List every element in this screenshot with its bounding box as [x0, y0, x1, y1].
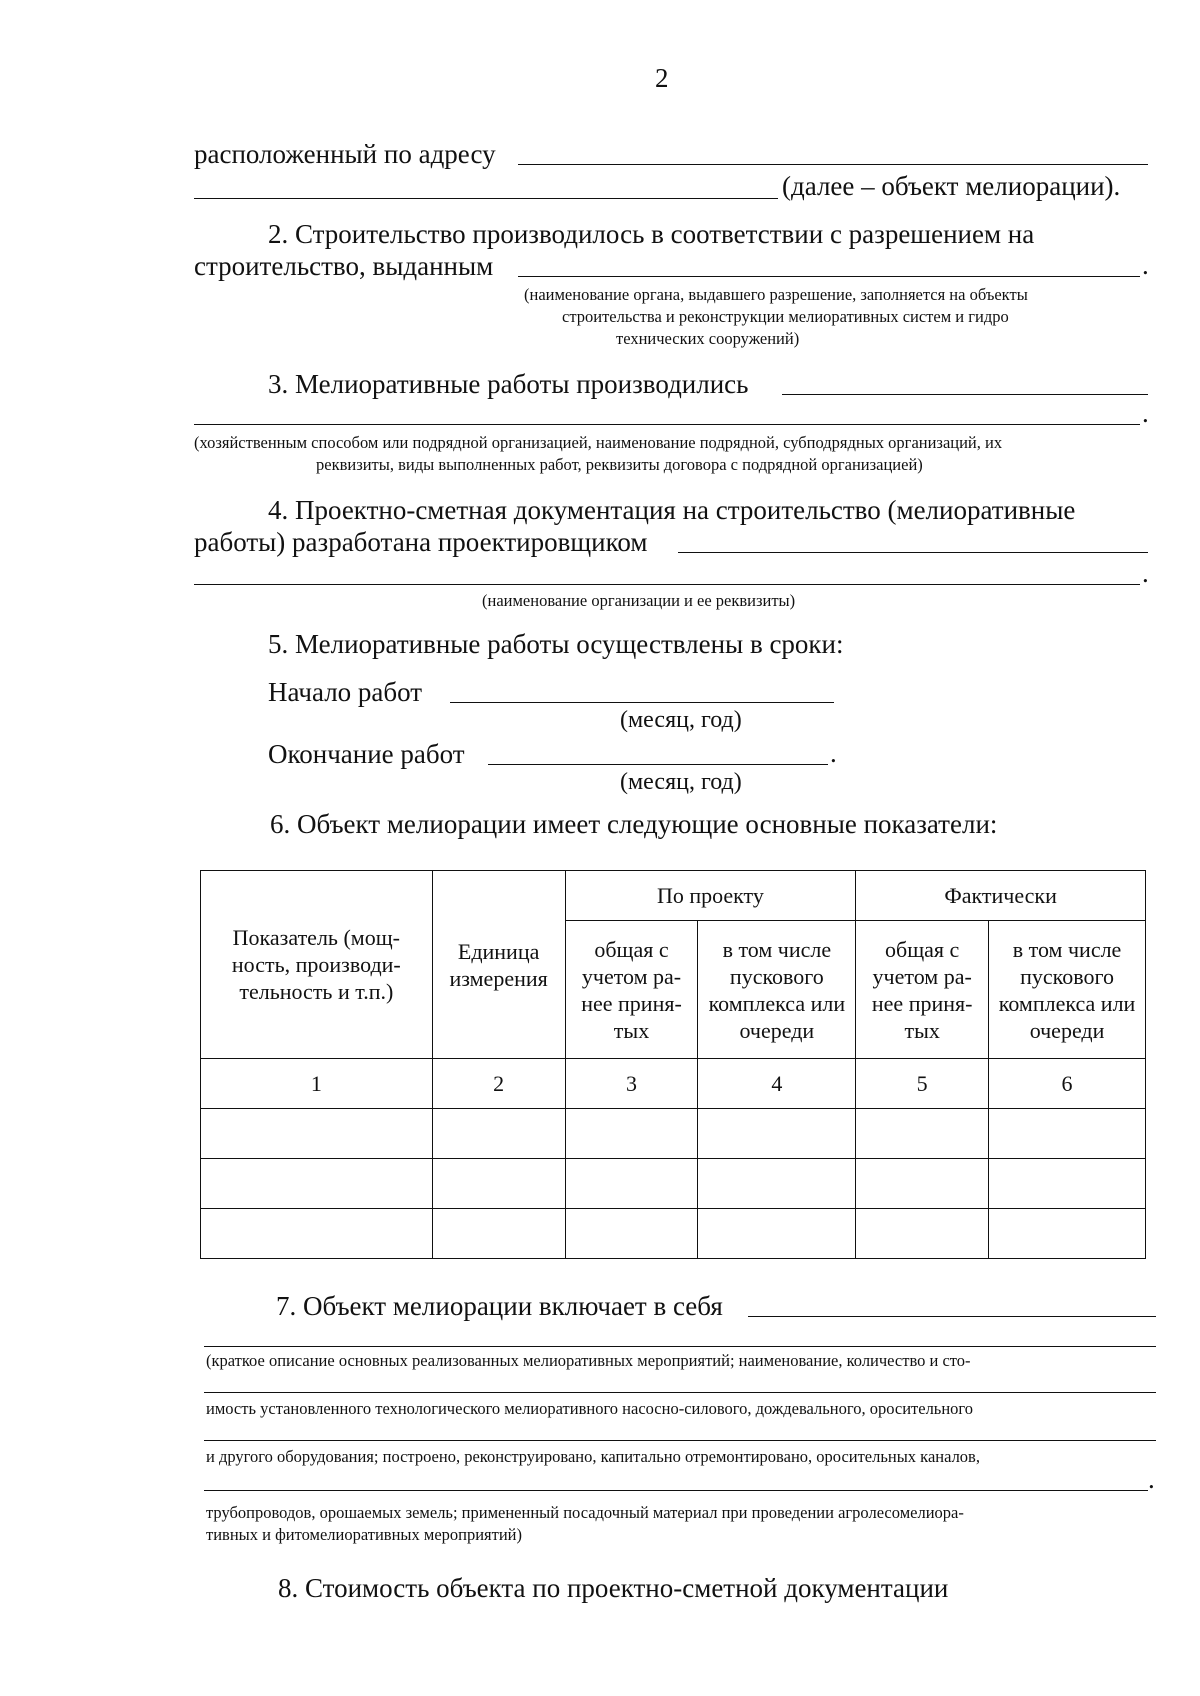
period: . — [1142, 558, 1149, 588]
permit-issuer-field[interactable] — [518, 276, 1140, 277]
period: . — [1142, 398, 1149, 428]
section-2-hint-1: (наименование органа, выдавшего разрешение, заполняется на объекты — [524, 285, 1028, 304]
column-number: 3 — [565, 1059, 698, 1109]
table-cell[interactable] — [698, 1109, 856, 1159]
section-3-label: 3. Мелиоративные работы производились — [268, 369, 749, 399]
table-cell[interactable] — [432, 1109, 565, 1159]
period: . — [1148, 1464, 1155, 1494]
section-8-label: 8. Стоимость объекта по проектно-сметной документации — [278, 1573, 949, 1603]
table-row — [201, 1109, 1146, 1159]
column-number: 1 — [201, 1059, 433, 1109]
address-label: расположенный по адресу — [194, 139, 496, 169]
table-cell[interactable] — [201, 1159, 433, 1209]
table-cell[interactable] — [856, 1159, 989, 1209]
designer-field-2[interactable] — [194, 584, 1140, 585]
object-includes-field-4[interactable] — [204, 1440, 1156, 1441]
object-includes-field-3[interactable] — [204, 1392, 1156, 1393]
column-number: 4 — [698, 1059, 856, 1109]
end-date-hint: (месяц, год) — [620, 769, 742, 795]
section-3-hint-1: (хозяйственным способом или подрядной организацией, наименование подрядной, субподрядных организаций, их — [194, 433, 1003, 452]
header-indicator: Показатель (мощ-ность, производи-тельность и т.п.) — [201, 871, 433, 1059]
section-7-hint-1: (краткое описание основных реализованных мелиоративных мероприятий; наименование, количество и сто- — [206, 1351, 971, 1370]
section-2-hint-3: технических сооружений) — [616, 329, 800, 348]
section-2-label: строительство, выданным — [194, 251, 494, 281]
column-number: 6 — [989, 1059, 1146, 1109]
table-cell[interactable] — [989, 1109, 1146, 1159]
header-actual: Фактически — [856, 871, 1146, 921]
designer-field[interactable] — [678, 552, 1148, 553]
section-4-hint: (наименование организации и ее реквизиты) — [482, 591, 796, 610]
table-row — [201, 1159, 1146, 1209]
section-3-hint-2: реквизиты, виды выполненных работ, реквизиты договора с подрядной организацией) — [316, 455, 923, 474]
section-7-hint-3: и другого оборудования; построено, реконструировано, капитально отремонтировано, оросительных каналов, — [206, 1447, 980, 1466]
table-cell[interactable] — [565, 1209, 698, 1259]
period: . — [1142, 250, 1149, 280]
column-number: 2 — [432, 1059, 565, 1109]
section-7-label: 7. Объект мелиорации включает в себя — [276, 1291, 723, 1321]
section-7-hint-5: тивных и фитомелиоративных мероприятий) — [206, 1525, 523, 1544]
section-5-title: 5. Мелиоративные работы осуществлены в сроки: — [268, 629, 844, 659]
object-includes-field-2[interactable] — [204, 1346, 1156, 1347]
header-project-stage: в том числе пускового комплекса или очереди — [698, 921, 856, 1059]
section-7-hint-2: имость установленного технологического мелиоративного насосно-силового, дождевального, оросительного — [206, 1399, 974, 1418]
start-label: Начало работ — [268, 677, 423, 707]
table-cell[interactable] — [201, 1209, 433, 1259]
table-cell[interactable] — [856, 1209, 989, 1259]
table-cell[interactable] — [201, 1109, 433, 1159]
table-cell[interactable] — [698, 1159, 856, 1209]
table-cell[interactable] — [989, 1159, 1146, 1209]
section-2-text: 2. Строительство производилось в соответствии с разрешением на — [268, 219, 1035, 249]
header-actual-stage: в том числе пускового комплекса или очереди — [989, 921, 1146, 1059]
address-field[interactable] — [518, 164, 1148, 165]
address-field-2[interactable] — [194, 198, 778, 199]
table-cell[interactable] — [989, 1209, 1146, 1259]
object-definition-text: (далее – объект мелиорации). — [782, 171, 1121, 201]
indicators-table — [200, 870, 1146, 1259]
table-cell[interactable] — [856, 1109, 989, 1159]
table-cell[interactable] — [432, 1209, 565, 1259]
start-date-field[interactable] — [450, 702, 834, 703]
section-4-label: работы) разработана проектировщиком — [194, 527, 648, 557]
works-method-field-2[interactable] — [194, 424, 1140, 425]
section-2-hint-2: строительства и реконструкции мелиоративных систем и гидро — [562, 307, 1009, 326]
object-includes-field[interactable] — [748, 1316, 1156, 1317]
start-date-hint: (месяц, год) — [620, 707, 742, 733]
works-method-field[interactable] — [782, 394, 1148, 395]
object-includes-field-5[interactable] — [204, 1490, 1148, 1491]
table-cell[interactable] — [432, 1159, 565, 1209]
table-cell[interactable] — [698, 1209, 856, 1259]
end-label: Окончание работ — [268, 739, 465, 769]
header-by-project: По проекту — [565, 871, 856, 921]
header-project-total: общая с учетом ра-нее приня-тых — [565, 921, 698, 1059]
end-date-field[interactable] — [488, 764, 828, 765]
table-cell[interactable] — [565, 1109, 698, 1159]
page-number: 2 — [655, 63, 669, 93]
section-4-text: 4. Проектно-сметная документация на строительство (мелиоративные — [268, 495, 1076, 525]
column-number: 5 — [856, 1059, 989, 1109]
header-actual-total: общая с учетом ра-нее приня-тых — [856, 921, 989, 1059]
section-6-title: 6. Объект мелиорации имеет следующие основные показатели: — [270, 809, 998, 839]
table-cell[interactable] — [565, 1159, 698, 1209]
table-row — [201, 1209, 1146, 1259]
section-7-hint-4: трубопроводов, орошаемых земель; примененный посадочный материал при проведении агролесомелиора- — [206, 1503, 964, 1522]
header-unit: Единица измерения — [432, 871, 565, 1059]
period: . — [830, 738, 837, 768]
